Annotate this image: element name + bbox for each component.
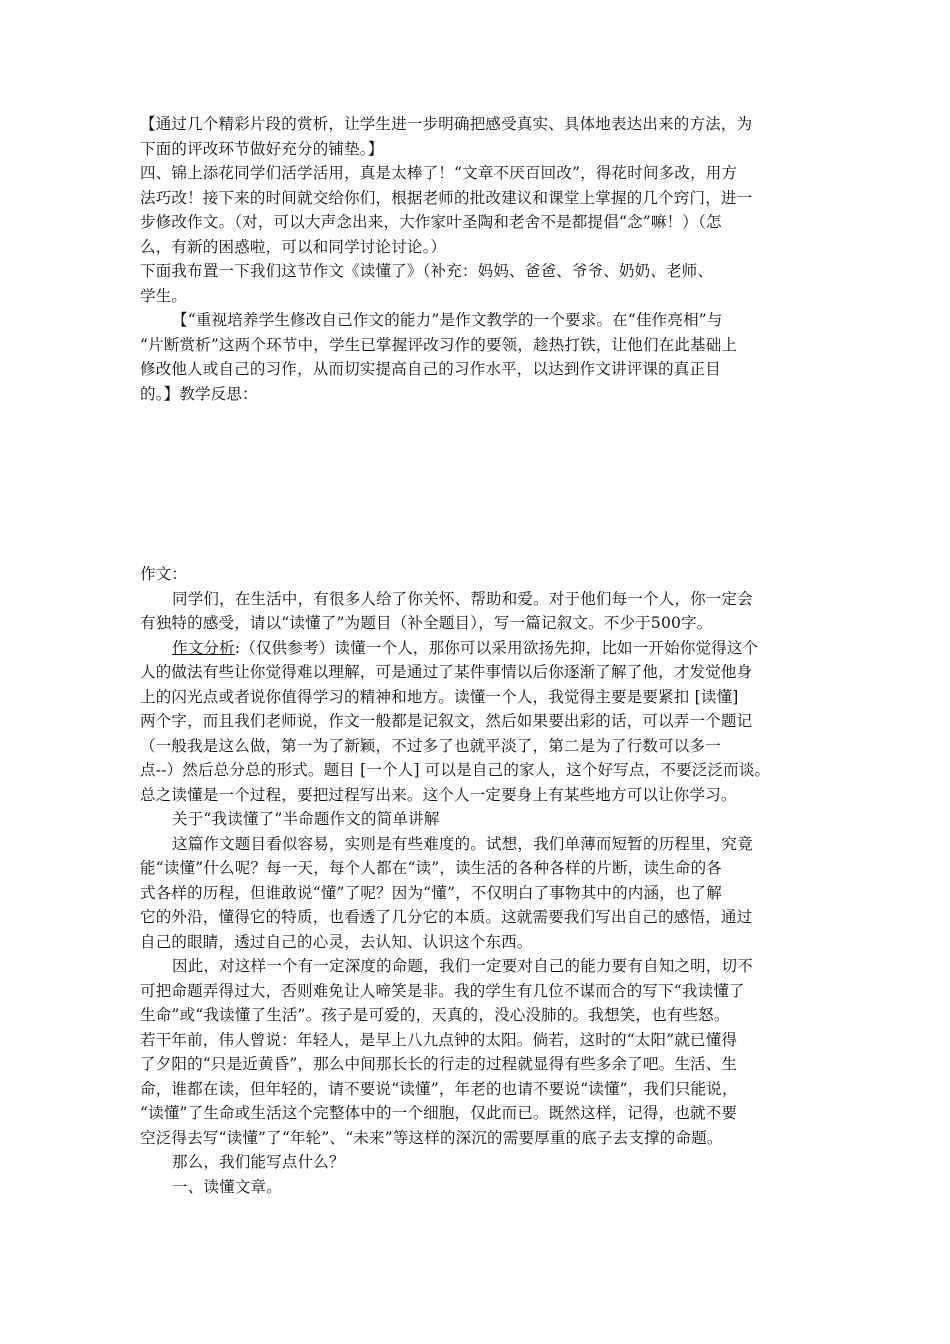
text-line: 步修改作文。（对，可以大声念出来，大作家叶圣陶和老舍不是都提倡“念”嘛！）（怎 [140, 213, 722, 231]
text-line: 法巧改！接下来的时间就交给你们，根据老师的批改建议和课堂上掌握的几个窍门，进一 [140, 188, 753, 207]
analysis-text: :（仅供参考）读懂一个人，那你可以采用欲扬先抑，比如一开始你觉得这个 [234, 638, 759, 657]
paragraph-line: 若干年前，伟人曾说：年轻人，是早上八九点钟的太阳。倘若，这时的“太阳”就已懂得 [140, 1030, 738, 1049]
analysis-line: 两个字，而且我们老师说，作文一般都是记叙文，然后如果要出彩的话，可以弄一个题记 [140, 712, 753, 730]
essay-heading: 作文： [140, 565, 188, 583]
text-line: 下面我布置一下我们这节作文《读懂了》（补充：妈妈、爸爸、爷爷、奶奶、老师、 [140, 262, 714, 280]
analysis-first-line [140, 636, 830, 661]
text-line: 的。】教学反思： [140, 384, 258, 403]
text-line: 【通过几个精彩片段的赏析，让学生进一步明确把感受真实、具体地表达出来的方法，为 [140, 115, 753, 133]
analysis-line: 上的闪光点或者说你值得学习的精神和地方。读懂一个人，我觉得主要是要紧扣 [读懂] [140, 687, 739, 706]
lesson-section [140, 112, 830, 406]
analysis-line: 总之读懂是一个过程，要把过程写出来。这个人一定要身上有某些地方可以让你学习。 [140, 785, 737, 804]
text-line: “片断赏析”这两个环节中，学生已掌握评改习作的要领，趁热打铁，让他们在此基础上 [140, 335, 738, 354]
analysis-label: 作文分析 [172, 638, 235, 657]
analysis-line: （一般我是这么做，第一为了新颖，不过多了也就平淡了，第二是为了行数可以多一 [140, 736, 721, 755]
paragraph-line: 能“读懂”什么呢？每一天，每个人都在“读”，读生活的各种各样的片断，读生命的各 [140, 859, 722, 877]
subtitle: 关于“我读懂了”半命题作文的简单讲解 [172, 810, 440, 828]
essay-section [140, 562, 830, 1199]
paragraph-line: 式各样的历程，但谁敢说“懂”了呢？因为“懂”，不仅明白了事物其中的内涵，也了解 [140, 883, 722, 902]
paragraph-line: 自己的眼睛，透过自己的心灵，去认知、认识这个东西。 [140, 932, 533, 951]
text-line: 四、锦上添花同学们活学活用，真是太棒了！“文章不厌百回改”，得花时间多改，用方 [140, 164, 738, 182]
point-line: 一、读懂文章。 [172, 1177, 282, 1196]
text-line: 学生。 [140, 286, 188, 305]
text-line: 下面的评改环节做好充分的铺垫。】 [140, 139, 384, 158]
paragraph-line: 这篇作文题目看似容易，实则是有些难度的。试想，我们单薄而短暂的历程里，究竟 [172, 834, 753, 853]
paragraph-line: “读懂”了生命或生活这个完整体中的一个细胞，仅此而已。既然这样，记得，也就不要 [140, 1104, 738, 1122]
paragraph-line: 因此，对这样一个有一定深度的命题，我们一定要对自己的能力要有自知之明，切不 [172, 957, 753, 975]
paragraph-line: 命，谁都在读，但年轻的，请不要说“读懂”，年老的也请不要说“读懂”，我们只能说， [140, 1079, 738, 1098]
paragraph-line: 了夕阳的“只是近黄昏”，那么中间那长长的行走的过程就显得有些多余了吧。生活、生 [140, 1055, 738, 1073]
paragraph-line: 它的外沿，懂得它的特质，也看透了几分它的本质。这就需要我们写出自己的感悟，通过 [140, 908, 753, 926]
prompt-line: 有独特的感受，请以“读懂了”为题目（补全题目），写一篇记叙文。不少于500字。 [140, 614, 713, 632]
prompt-line: 同学们，在生活中，有很多人给了你关怀、帮助和爱。对于他们每一个人，你一定会 [172, 589, 753, 608]
text-line: 【“重视培养学生修改自己作文的能力”是作文教学的一个要求。在“佳作亮相”与 [172, 311, 723, 329]
analysis-line: 人的做法有些让你觉得难以理解，可是通过了某件事情以后你逐渐了解了他，才发觉他身 [140, 663, 753, 681]
question-line: 那么，我们能写点什么？ [172, 1153, 345, 1171]
paragraph-line: 可把命题弄得过大，否则难免让人啼笑是非。我的学生有几位不谋而合的写下“我读懂了 [140, 981, 745, 1000]
paragraph-line: 生命”或“我读懂了生活”。孩子是可爱的，天真的，没心没肺的。我想笑，也有些怒。 [140, 1006, 730, 1024]
paragraph-line: 空泛得去写“读懂”了“年轮”、“未来”等这样的深沉的需要厚重的底子去支撑的命题。 [140, 1128, 723, 1147]
text-line: 么，有新的困惑啦，可以和同学讨论讨论。） [140, 237, 447, 256]
text-line: 修改他人或自己的习作，从而切实提高自己的习作水平，以达到作文讲评课的真正目 [140, 360, 721, 378]
analysis-line: 点--）然后总分总的形式。题目 [一个人] 可以是自己的家人，这个好写点，不要泛泛而谈。 [140, 761, 771, 779]
